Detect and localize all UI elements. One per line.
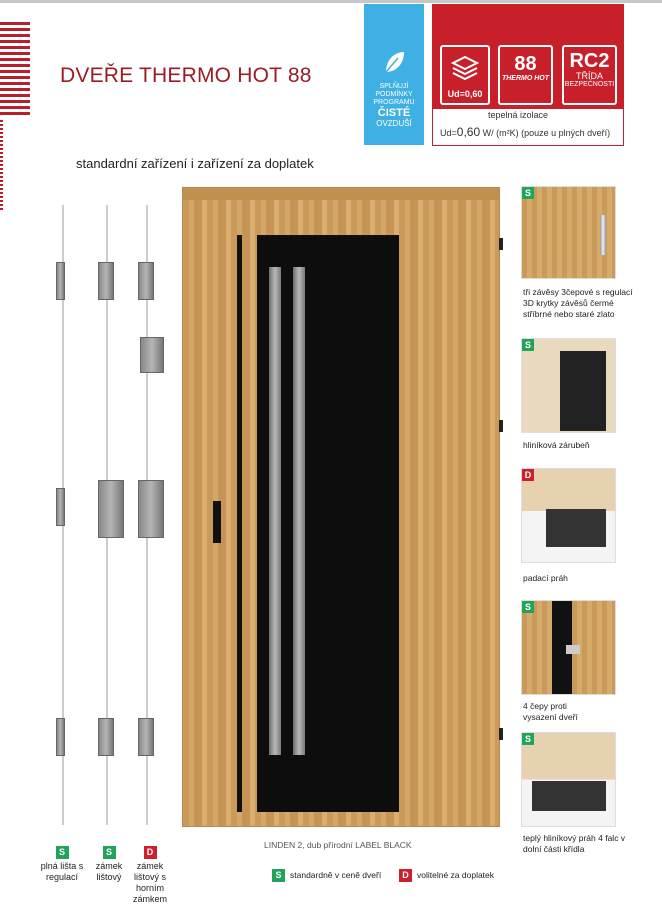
lock-caption-text: zámek lištový xyxy=(95,861,123,882)
thermo-number: 88 xyxy=(514,53,537,75)
feature-bolts-image xyxy=(521,600,616,695)
page-subtitle: standardní zařízení i zařízení za doplatek xyxy=(76,156,314,171)
brand-stripes xyxy=(0,22,30,116)
legend-standard xyxy=(272,869,381,882)
lock-caption-text: zámek lištový s horním zámkem xyxy=(132,861,167,904)
feature-caption: padací práh xyxy=(523,573,568,583)
lock-part xyxy=(98,262,114,300)
top-divider xyxy=(0,0,662,3)
optional-badge: D xyxy=(144,846,157,859)
door-glass-panel xyxy=(257,235,399,812)
door-image xyxy=(182,187,500,827)
optional-badge: D xyxy=(399,869,412,882)
feature-drop-seal-image xyxy=(521,468,616,563)
optional-badge: D xyxy=(522,469,534,481)
insulation-suffix: W/ (m²K) (pouze u plných dveří) xyxy=(480,128,611,138)
hinge-icon xyxy=(600,215,606,255)
eco-line1: SPLŇUJÍ PODMÍNKY PROGRAMU xyxy=(373,83,415,106)
rc2-badge xyxy=(562,45,617,105)
lock-part xyxy=(138,718,154,756)
door-hinge xyxy=(499,420,503,432)
eco-line3: OVZDUŠÍ xyxy=(376,119,412,128)
lock-body xyxy=(98,480,124,538)
door-lock-plate xyxy=(213,501,221,543)
rc2-class: TŘÍDA xyxy=(576,71,603,81)
insulation-layers-icon xyxy=(450,53,480,83)
bolt-pin-icon xyxy=(566,645,580,654)
door-hinge xyxy=(499,238,503,250)
rc2-security: BEZPEČNOSTI xyxy=(564,81,615,88)
lock-part xyxy=(98,718,114,756)
leaf-icon xyxy=(380,48,408,76)
lock-caption-text: plná lišta s regulací xyxy=(40,861,84,882)
spec-bar xyxy=(433,5,623,109)
insulation-value: 0,60 xyxy=(456,125,481,139)
ud-badge xyxy=(440,45,490,105)
ud-label: Ud=0,60 xyxy=(447,89,483,99)
door-caption: LINDEN 2, dub přírodní LABEL BLACK xyxy=(264,840,412,850)
feature-frame-image xyxy=(521,338,616,433)
feature-caption: 4 čepy proti vysazení dveří xyxy=(523,701,578,722)
thermo-badge xyxy=(498,45,553,105)
rc2-label: RC2 xyxy=(569,50,610,72)
feature-caption: tři závěsy 3čepové s regulací 3D krytky závěsů čermé stříbrné nebo staré zlato xyxy=(523,287,633,319)
legend-optional-label: volitelné za doplatek xyxy=(417,869,495,880)
legend-standard-label: standardně v ceně dveří xyxy=(290,869,382,880)
lock-part xyxy=(56,718,65,756)
drop-seal-icon xyxy=(546,509,606,547)
standard-badge: S xyxy=(522,339,534,351)
lock-part xyxy=(56,488,65,526)
frame-profile-icon xyxy=(560,351,606,431)
standard-badge: S xyxy=(56,846,69,859)
eco-line2: ČISTÉ xyxy=(377,107,411,119)
legend-optional xyxy=(399,869,494,882)
insulation-line xyxy=(440,125,610,139)
lock-caption-1 xyxy=(32,846,92,883)
feature-caption: teplý hliníkový práh 4 falc v dolní části křídla xyxy=(523,833,626,854)
thermo-label: THERMO HOT xyxy=(501,75,550,82)
lock-body xyxy=(138,480,164,538)
standard-badge: S xyxy=(272,869,285,882)
door-handle-bar xyxy=(237,235,242,812)
glass-slit-left xyxy=(269,267,281,755)
eco-program-badge xyxy=(364,4,424,145)
page-title: DVEŘE THERMO HOT 88 xyxy=(60,64,312,87)
standard-badge: S xyxy=(522,601,534,613)
lock-part xyxy=(138,262,154,300)
threshold-icon xyxy=(532,781,606,811)
feature-caption: hliníková zárubeň xyxy=(523,440,590,450)
glass-slit-right xyxy=(293,267,305,755)
standard-badge: S xyxy=(522,187,534,199)
lock-caption-3 xyxy=(128,846,172,905)
standard-badge: S xyxy=(103,846,116,859)
door-hinge xyxy=(499,728,503,740)
standard-badge: S xyxy=(522,733,534,745)
lock-caption-2 xyxy=(90,846,128,883)
feature-hinges-image xyxy=(521,186,616,279)
side-stripes xyxy=(0,120,3,210)
top-lock xyxy=(140,337,164,373)
door-frame-top xyxy=(183,188,499,200)
insulation-title: tepelná izolace xyxy=(488,110,549,120)
insulation-prefix: Ud= xyxy=(440,128,457,138)
lock-part xyxy=(56,262,65,300)
feature-threshold-image xyxy=(521,732,616,827)
